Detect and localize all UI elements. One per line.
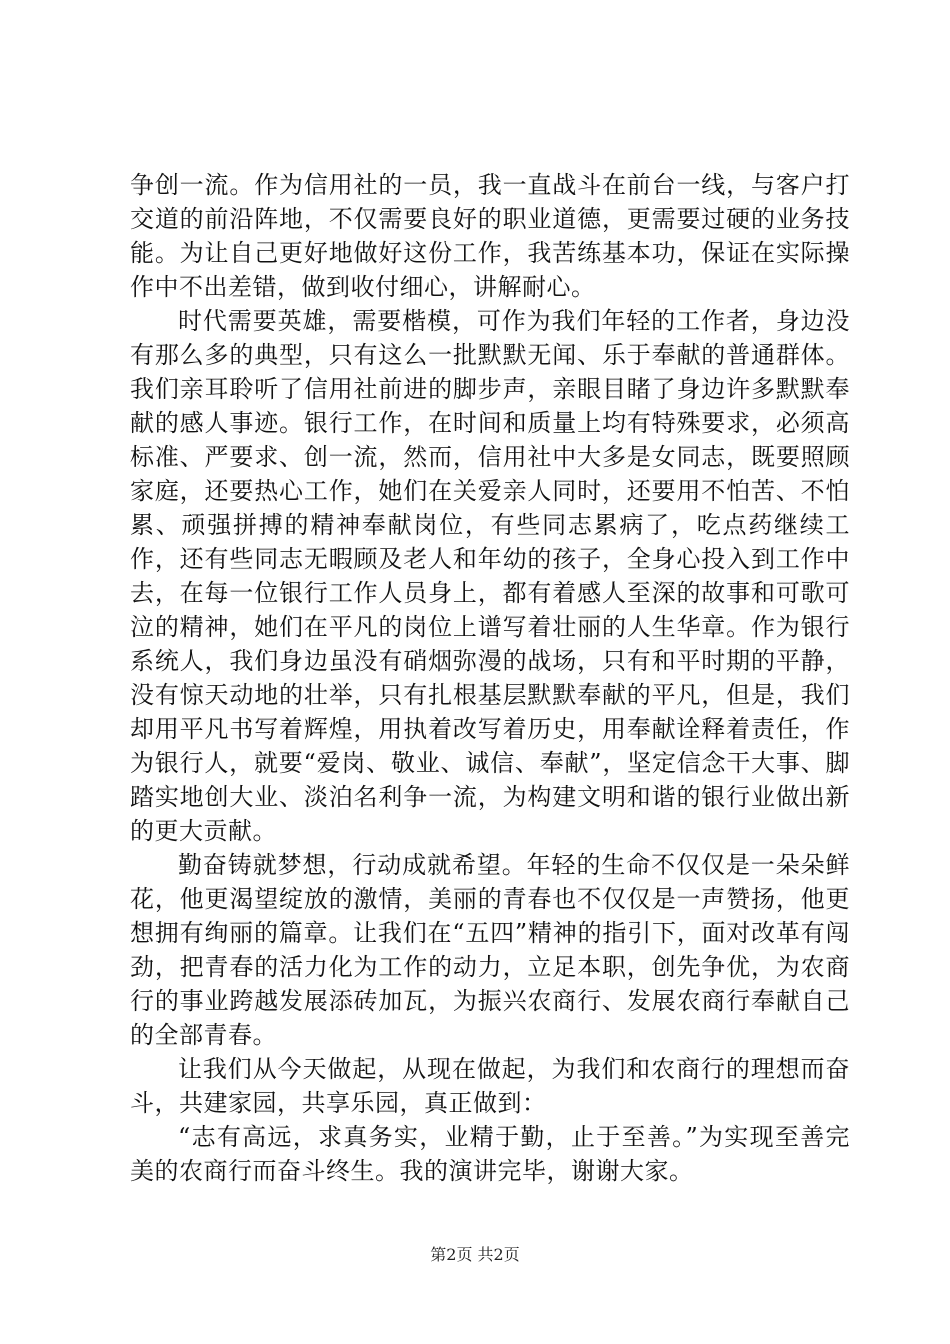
document-body xyxy=(130,168,850,1188)
paragraph-3: 勤奋铸就梦想，行动成就希望。年轻的生命不仅仅是一朵朵鲜花，他更渴望绽放的激情，美丽的青春也不仅仅是一声赞扬，他更想拥有绚丽的篇章。让我们在“五四”精神的指引下，面对改革有闯劲，把青春的活力化为工作的动力，立足本职，创先争优，为农商行的事业跨越发展添砖加瓦，为振兴农商行、发展农商行奉献自己的全部青春。 xyxy=(130,851,850,1049)
paragraph-2: 时代需要英雄，需要楷模，可作为我们年轻的工作者，身边没有那么多的典型，只有这么一批默默无闻、乐于奉献的普通群体。我们亲耳聆听了信用社前进的脚步声，亲眼目睹了身边许多默默奉献的感人事迹。银行工作，在时间和质量上均有特殊要求，必须高标准、严要求、创一流，然而，信用社中大多是女同志，既要照顾家庭，还要热心工作，她们在关爱亲人同时，还要用不怕苦、不怕累、顽强拼搏的精神奉献岗位，有些同志累病了，吃点药继续工作，还有些同志无暇顾及老人和年幼的孩子，全身心投入到工作中去，在每一位银行工作人员身上，都有着感人至深的故事和可歌可泣的精神，她们在平凡的岗位上谱写着壮丽的人生华章。作为银行系统人，我们身边虽没有硝烟弥漫的战场，只有和平时期的平静，没有惊天动地的壮举，只有扎根基层默默奉献的平凡，但是，我们却用平凡书写着辉煌，用执着改写着历史，用奉献诠释着责任，作为银行人，就要“爱岗、敬业、诚信、奉献”，坚定信念干大事、脚踏实地创大业、淡泊名利争一流，为构建文明和谐的银行业做出新的更大贡献。 xyxy=(130,307,850,845)
paragraph-1: 争创一流。作为信用社的一员，我一直战斗在前台一线，与客户打交道的前沿阵地，不仅需要良好的职业道德，更需要过硬的业务技能。为让自己更好地做好这份工作，我苦练基本功，保证在实际操作中不出差错，做到收付细心，讲解耐心。 xyxy=(130,171,850,301)
page-number: 第2页 共2页 xyxy=(430,1245,520,1264)
paragraph-5: “志有高远，求真务实，业精于勤，止于至善。”为实现至善完美的农商行而奋斗终生。我的演讲完毕，谢谢大家。 xyxy=(130,1123,850,1185)
paragraph-4: 让我们从今天做起，从现在做起，为我们和农商行的理想而奋斗，共建家园，共享乐园，真正做到： xyxy=(130,1055,850,1117)
